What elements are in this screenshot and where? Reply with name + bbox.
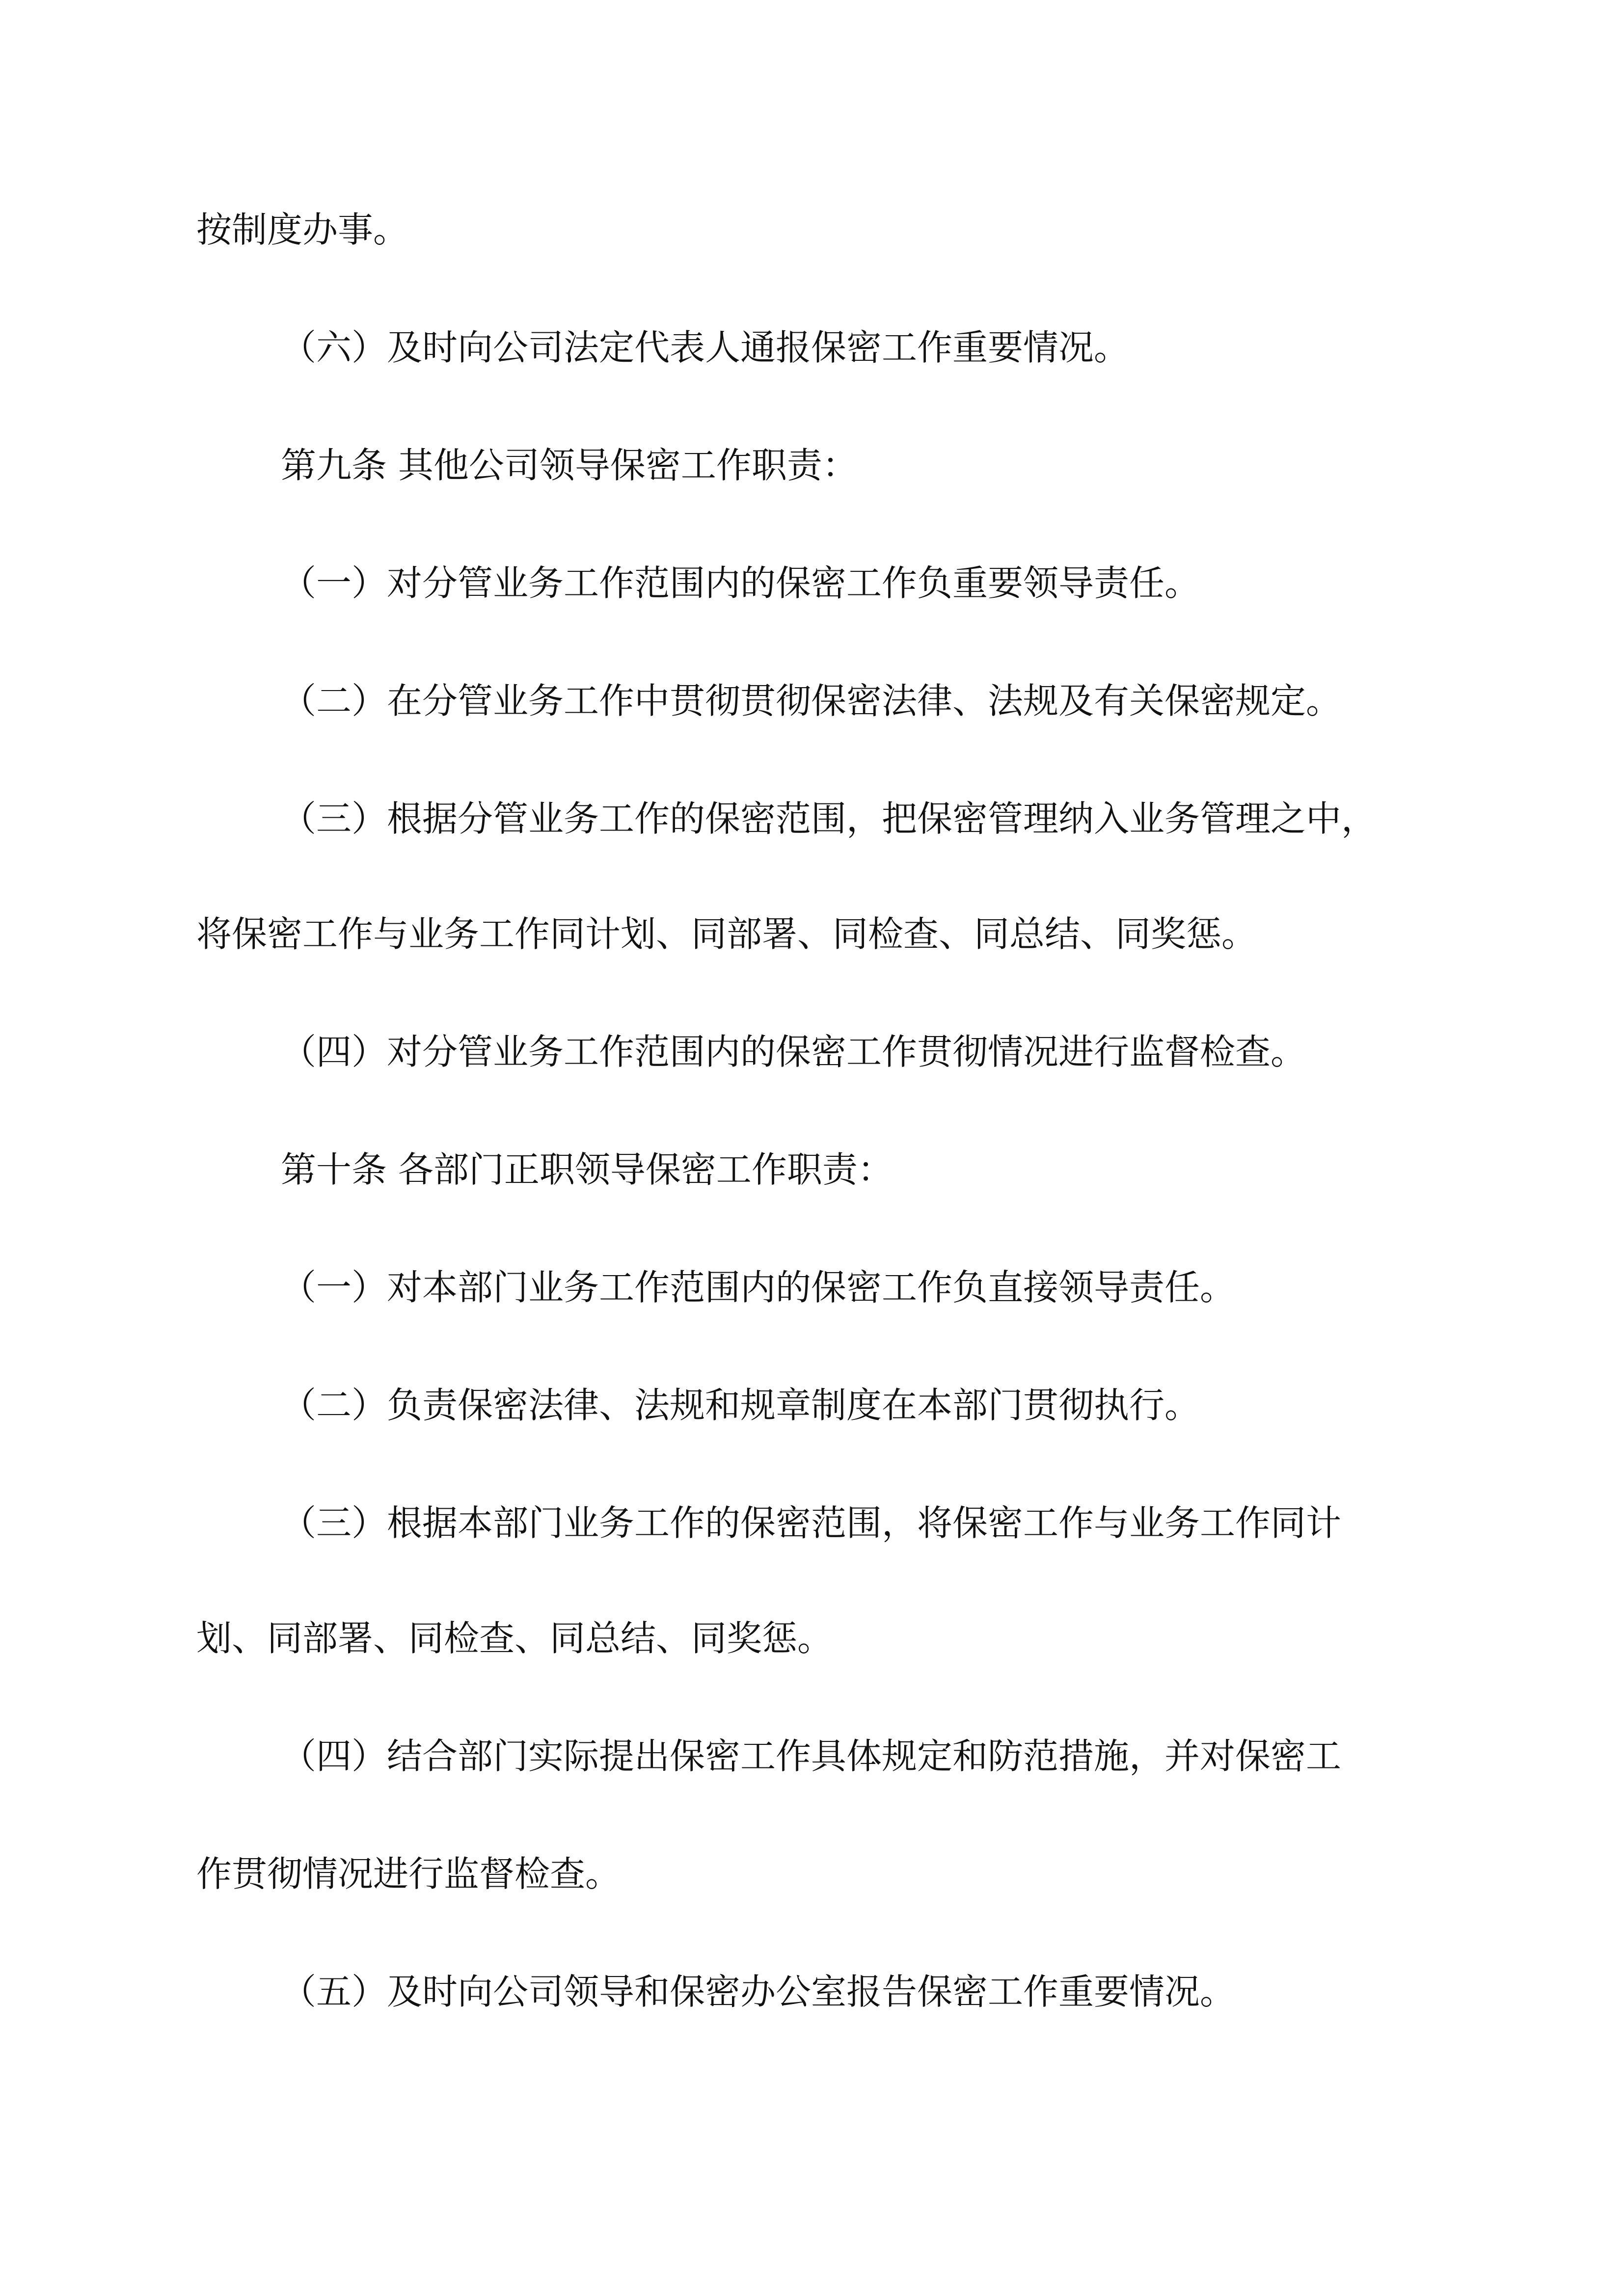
text-line: （一）对分管业务工作范围内的保密工作负重要领导责任。 — [281, 562, 1200, 604]
text-line: （四）对分管业务工作范围内的保密工作贯彻情况进行监督检查。 — [281, 1031, 1306, 1072]
article-heading: 第十条 各部门正职领导保密工作职责： — [281, 1149, 893, 1190]
text-line: （六）及时向公司法定代表人通报保密工作重要情况。 — [281, 327, 1130, 368]
text-line: （三）根据本部门业务工作的保密范围，将保密工作与业务工作同计 — [281, 1502, 1342, 1544]
text-line: 作贯彻情况进行监督检查。 — [196, 1853, 621, 1895]
text-line: 按制度办事。 — [196, 209, 409, 250]
text-line: （二）负责保密法律、法规和规章制度在本部门贯彻执行。 — [281, 1385, 1200, 1426]
text-line: （一）对本部门业务工作范围内的保密工作负直接领导责任。 — [281, 1267, 1236, 1308]
text-line: 划、同部署、同检查、同总结、同奖惩。 — [196, 1618, 833, 1659]
text-line: （二）在分管业务工作中贯彻贯彻保密法律、法规及有关保密规定。 — [281, 680, 1342, 721]
text-line: （四）结合部门实际提出保密工作具体规定和防范措施，并对保密工 — [281, 1735, 1342, 1777]
article-heading: 第九条 其他公司领导保密工作职责： — [281, 445, 858, 486]
text-line: 将保密工作与业务工作同计划、同部署、同检查、同总结、同奖惩。 — [196, 913, 1257, 955]
text-line: （三）根据分管业务工作的保密范围，把保密管理纳入业务管理之中， — [281, 798, 1377, 839]
text-line: （五）及时向公司领导和保密办公室报告保密工作重要情况。 — [281, 1971, 1236, 2012]
